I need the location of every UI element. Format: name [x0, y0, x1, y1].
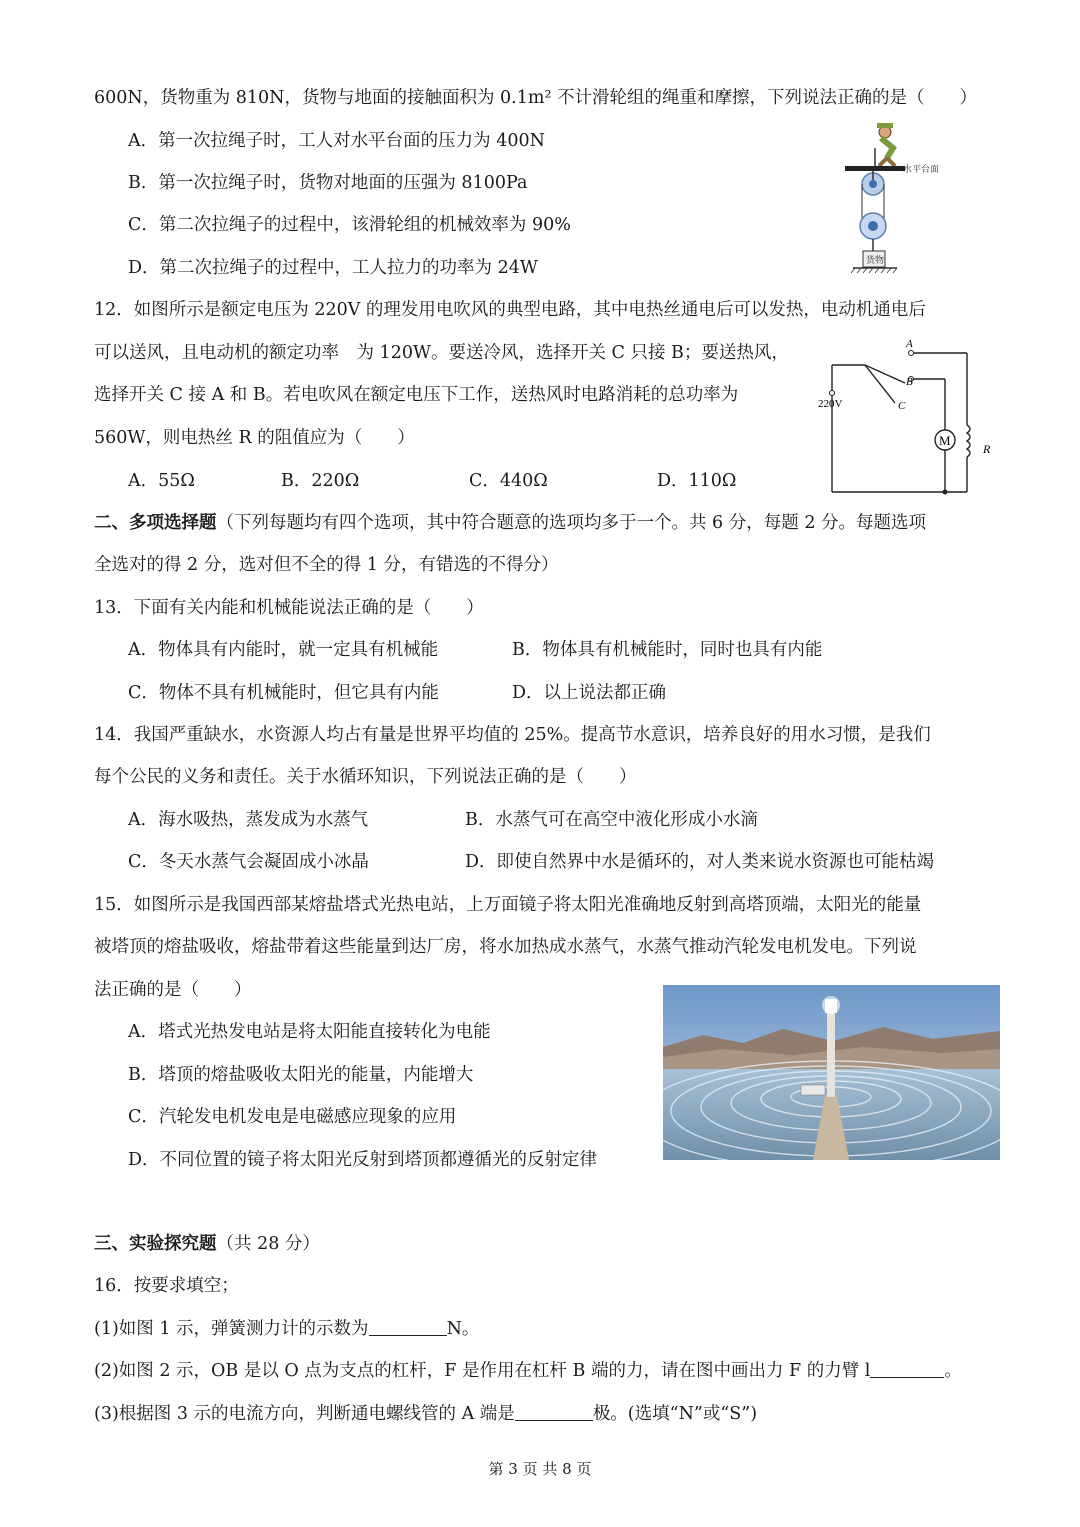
q14-option-c: C．冬天水蒸气会凝固成小冰晶: [128, 852, 369, 872]
section2-desc-1: （下列每题均有四个选项，其中符合题意的选项均多于一个。共 6 分，每题 2 分。每题选项: [216, 513, 927, 533]
q15-option-d: D．不同位置的镜子将太阳光反射到塔顶都遵循光的反射定律: [128, 1150, 598, 1170]
section3-title: 三、实验探究题: [94, 1234, 217, 1254]
q16-part-1: [94, 1317, 479, 1341]
q11-intro: 600N，货物重为 810N，货物与地面的接触面积为 0.1m² 不计滑轮组的绳重和摩擦，下列说法正确的是（ ）: [94, 88, 978, 108]
q15-line-1: 15．如图所示是我国西部某熔盐塔式光热电站，上万面镜子将太阳光准确地反射到高塔顶端，太阳光的能量: [94, 895, 922, 915]
section2-title: 二、多项选择题: [94, 513, 217, 533]
cargo-label: 货物: [866, 255, 885, 265]
q12-line-4: 560W，则电热丝 R 的阻值应为（ ）: [94, 428, 415, 448]
q12-line-1: 12．如图所示是额定电压为 220V 的理发用电吹风的典型电路，其中电热丝通电后可以发热，电动机通电后: [94, 300, 926, 320]
q16-part-1-blank[interactable]: [369, 1317, 447, 1336]
q13-stem: 13．下面有关内能和机械能说法正确的是（ ）: [94, 598, 484, 618]
q12-line-2: 可以送风，且电动机的额定功率 为 120W。要送冷风，选择开关 C 只接 B；要送热风，: [94, 343, 789, 363]
section2-desc-2: 全选对的得 2 分，选对但不全的得 1 分，有错选的不得分）: [94, 555, 559, 575]
q13-option-c: C．物体不具有机械能时，但它具有内能: [128, 683, 439, 703]
contact-b-label: B: [906, 376, 913, 388]
section3-desc: （共 28 分）: [216, 1234, 320, 1254]
section2-header: [94, 511, 926, 535]
q14-line-1: 14．我国严重缺水，水资源人均占有量是世界平均值的 25%。提高节水意识，培养良好的用水习惯，是我们: [94, 725, 931, 745]
q16-part-2-blank[interactable]: [870, 1359, 944, 1378]
q11-option-b: B．第一次拉绳子时，货物对地面的压强为 8100Pa: [128, 173, 528, 193]
q16-part-2: [94, 1359, 962, 1383]
q12-option-b: B．220Ω: [281, 471, 360, 491]
q16-part-1-unit: N。: [446, 1319, 480, 1339]
page-number: 第 3 页 共 8 页: [488, 1460, 592, 1478]
motor-label: M: [939, 433, 951, 448]
voltage-label: 220V: [818, 398, 843, 410]
q15-line-3: 法正确的是（ ）: [94, 980, 252, 1000]
q16-part-3-blank[interactable]: [515, 1402, 593, 1421]
q16-part-1-text: (1)如图 1 示，弹簧测力计的示数为: [94, 1319, 369, 1339]
circuit-figure: [815, 335, 1000, 500]
q14-option-d: D．即使自然界中水是循环的，对人类来说水资源也可能枯竭: [465, 852, 935, 872]
q16-part-3-end: 极。(选填“N”或“S”): [592, 1404, 758, 1424]
pulley-figure: [835, 118, 965, 278]
q13-option-a: A．物体具有内能时，就一定具有机械能: [128, 640, 439, 660]
q12-line-3: 选择开关 C 接 A 和 B。若电吹风在额定电压下工作，送热风时电路消耗的总功率为: [94, 385, 739, 405]
q13-option-d: D．以上说法都正确: [512, 683, 667, 703]
q14-line-2: 每个公民的义务和责任。关于水循环知识，下列说法正确的是（ ）: [94, 767, 637, 787]
q15-line-2: 被塔顶的熔盐吸收，熔盐带着这些能量到达厂房，将水加热成水蒸气，水蒸气推动汽轮发电机发电。下列说: [94, 937, 917, 957]
q16-part-3: [94, 1402, 757, 1426]
q12-option-d: D．110Ω: [657, 471, 737, 491]
q16-part-3-text: (3)根据图 3 示的电流方向，判断通电螺线管的 A 端是: [94, 1404, 515, 1424]
q15-option-a: A．塔式光热发电站是将太阳能直接转化为电能: [128, 1022, 491, 1042]
q16-stem: 16．按要求填空；: [94, 1276, 239, 1296]
q15-option-b: B．塔顶的熔盐吸收太阳光的能量，内能增大: [128, 1065, 474, 1085]
contact-a-label: A: [906, 338, 913, 350]
section3-header: [94, 1232, 320, 1256]
q16-part-2-text: (2)如图 2 示，OB 是以 O 点为支点的杠杆，F 是作用在杠杆 B 端的力，请在图中画出力 F 的力臂 l: [94, 1361, 871, 1381]
q13-option-b: B．物体具有机械能时，同时也具有内能: [512, 640, 823, 660]
solar-tower-photo: [663, 985, 1000, 1160]
q12-option-c: C．440Ω: [469, 471, 548, 491]
q12-option-a: A．55Ω: [128, 471, 195, 491]
q11-option-a: A．第一次拉绳子时，工人对水平台面的压力为 400N: [128, 131, 545, 151]
platform-label: 水平台面: [903, 164, 940, 174]
switch-c-label: C: [898, 400, 906, 412]
q11-option-d: D．第二次拉绳子的过程中，工人拉力的功率为 24W: [128, 258, 538, 278]
q16-part-2-end: 。: [944, 1361, 962, 1381]
q11-option-c: C．第二次拉绳子的过程中，该滑轮组的机械效率为 90%: [128, 215, 571, 235]
q14-option-b: B．水蒸气可在高空中液化形成小水滴: [465, 810, 758, 830]
q14-option-a: A．海水吸热，蒸发成为水蒸气: [128, 810, 369, 830]
resistor-label: R: [983, 442, 991, 456]
q15-option-c: C．汽轮发电机发电是电磁感应现象的应用: [128, 1107, 457, 1127]
